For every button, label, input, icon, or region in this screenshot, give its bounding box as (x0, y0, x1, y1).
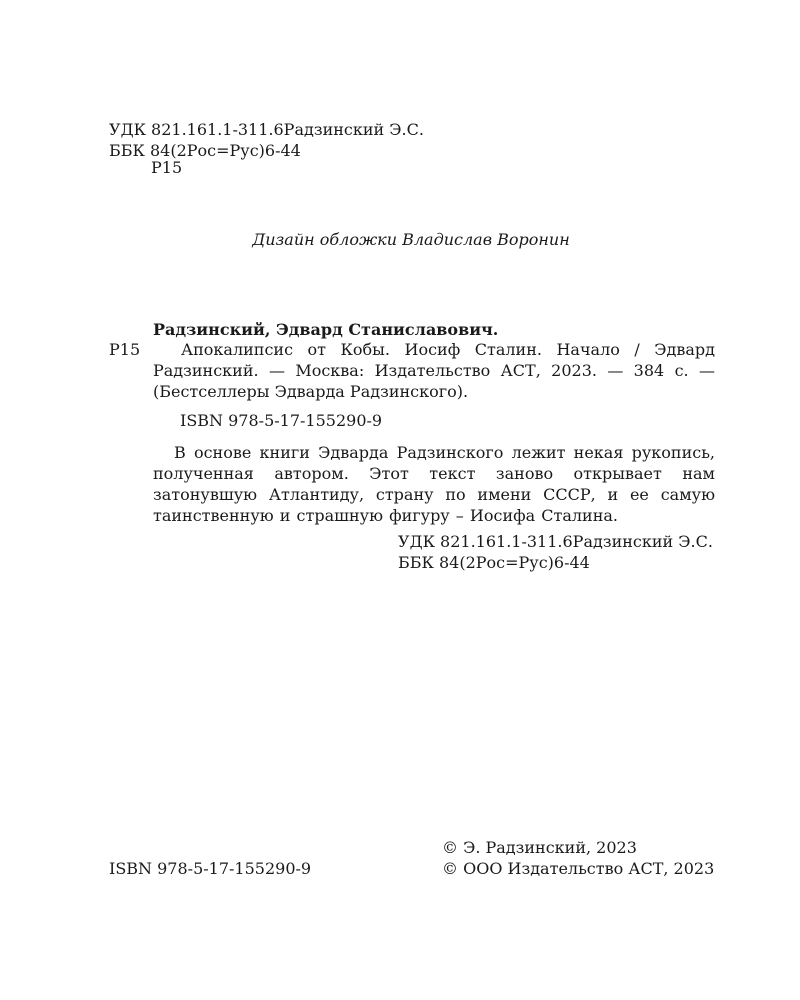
copyright-publisher: © ООО Издательство АСТ, 2023 (442, 859, 715, 878)
entry-description: Апокалипсис от Кобы. Иосиф Сталин. Начало / Эдвард Радзинский. — Москва: Издательство АСТ, 2023. — 384 с. — (Бестселлеры Эдварда Радзинского). (153, 340, 715, 401)
book-annotation: В основе книги Эдварда Радзинского лежит некая рукопись, полученная автором. Этот текст заново открывает нам затонувшую Атлантиду, страну по имени СССР, и ее самую таинственную и страшную фигуру – Иосифа Сталина. (153, 443, 715, 525)
cover-design-credit: Дизайн обложки Владислав Воронин (252, 230, 570, 249)
udk-code-bottom: УДК 821.161.1-311.6Радзинский Э.С. (398, 532, 713, 551)
entry-isbn: ISBN 978-5-17-155290-9 (180, 411, 383, 430)
author-mark-top: Р15 (151, 158, 183, 177)
copyright-author: © Э. Радзинский, 2023 (442, 838, 637, 857)
bbk-code-top: ББК 84(2Рос=Рус)6-44 (109, 141, 301, 160)
bbk-code-bottom: ББК 84(2Рос=Рус)6-44 (398, 553, 590, 572)
entry-author-mark: Р15 (109, 340, 141, 359)
udk-code-top: УДК 821.161.1-311.6Радзинский Э.С. (109, 120, 424, 139)
footer-isbn: ISBN 978-5-17-155290-9 (109, 859, 312, 878)
entry-author: Радзинский, Эдвард Станиславович. (153, 320, 499, 339)
